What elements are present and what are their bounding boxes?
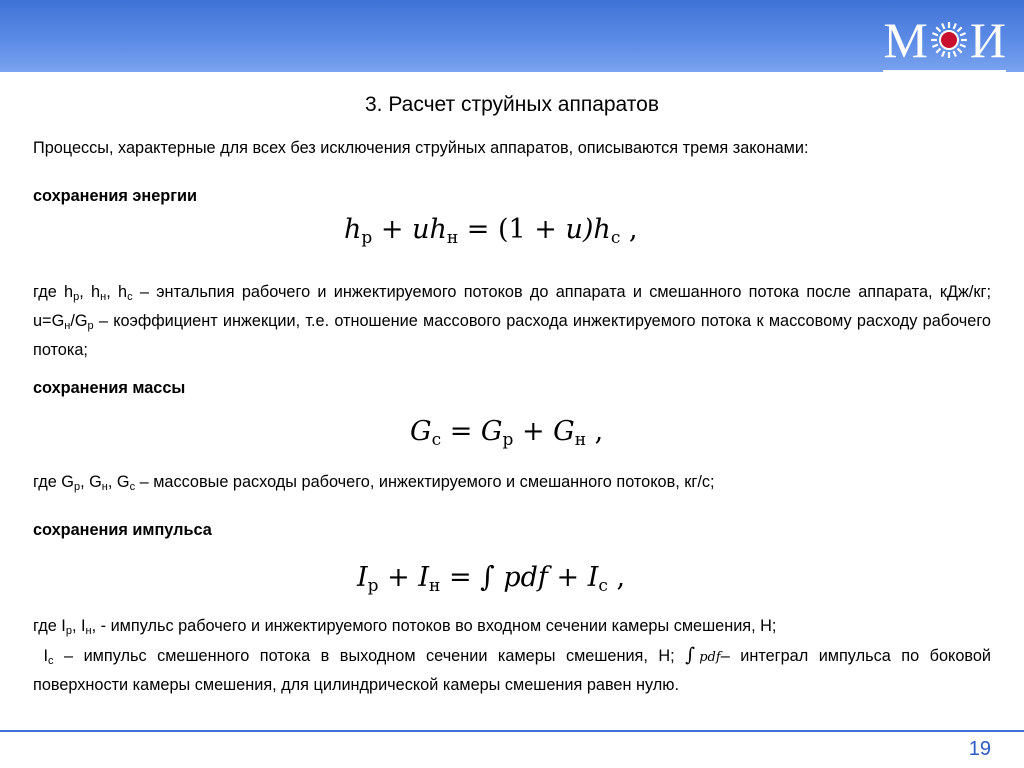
logo-letter-i: И <box>969 12 1006 68</box>
footer-divider <box>0 730 1024 732</box>
page-number: 19 <box>968 738 991 760</box>
logo-underline <box>883 70 1006 72</box>
mass-heading: сохранения массы <box>33 379 186 397</box>
impulse-description: где $I_р$, $I_н$, - импульс рабочего и инжектируемого потоков во входном сечении камеры смешения, Н; $I_с$ – импульс смешенного потока в выходном сечении камеры смешения, Н; ∫ pdf– интеграл импульса по боковой поверхности камеры смешения, для цилиндрической камеры смешения равен нулю. <box>33 617 991 694</box>
slide-title: 3. Расчет струйных аппаратов <box>364 93 659 116</box>
energy-formula: $h_р + uh_н = (1 + u)h_с$ , <box>344 214 638 248</box>
intro-text: Процессы, характерные для всех без исключения струйных аппаратов, описываются тремя законами: <box>33 139 809 157</box>
header-band <box>0 0 1024 72</box>
mei-logo <box>883 14 1006 66</box>
impulse-formula: $I_р + I_н$ = ∫ pdf + $I_с$ , <box>357 560 626 596</box>
energy-heading: сохранения энергии <box>33 187 198 205</box>
energy-description: где $h_р$, $h_н$, $h_с$ – энтальпия рабочего и инжектируемого потоков до аппарата и смешанного потока после аппарата, кДж/кг; $u=G_н/G_р$ – коэффициент инжекции, т.е. отношение массового расхода инжектируемого потока к массовому расходу рабочего потока; <box>33 283 991 359</box>
inline-integral: ∫ pdf <box>685 644 721 666</box>
logo-emblem-icon <box>929 20 969 60</box>
mass-formula: $G_с = G_р + G_н$ , <box>410 416 604 450</box>
mass-description: где $G_р$, $G_н$, $G_с$ – массовые расходы рабочего, инжектируемого и смешанного потоков, кг/с; <box>33 473 715 493</box>
logo-letter-m: М <box>883 12 928 68</box>
impulse-heading: сохранения импульса <box>33 521 212 539</box>
